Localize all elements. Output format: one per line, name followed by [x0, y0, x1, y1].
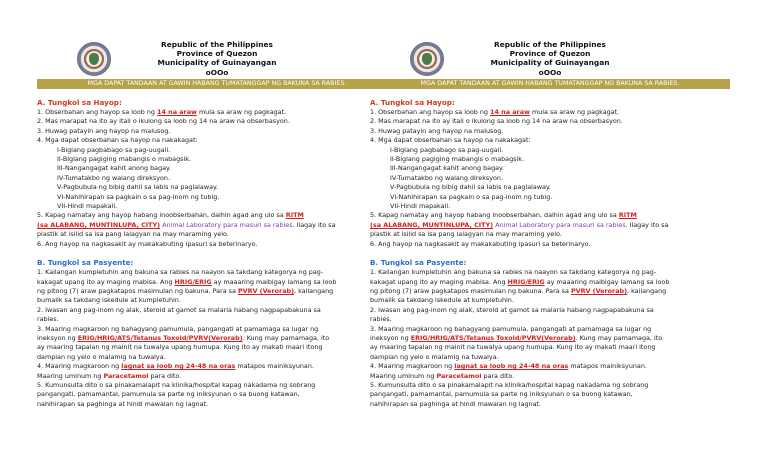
text-line: 2. Iwasan ang pag-inom ng alak, steroid at gamot sa malaria habang nagpapabakuna sa [37, 305, 321, 314]
text-line: 14 na araw [157, 108, 197, 116]
sign-item: IV-Tumatakbo ng walang direksyon. [57, 173, 171, 182]
list-item: 2. Mas marapat na ito ay itali o ikulong sa loob ng 14 na araw na obserbasyon. [370, 117, 623, 126]
text-line: nahihirapan sa paghinga at hindi mawalan ng lagnat. [370, 399, 542, 408]
sign-item: I-Biglang pagbabago sa pag-uugali. [390, 145, 504, 154]
text-line: 5. Kumunsulta dito o sa pinakamalapit na klinika/hospital kapag nakadama ng sobrang [37, 380, 316, 389]
ornament-line: oOOo [538, 67, 562, 77]
text-line: . Ilagay ito sa [292, 220, 336, 229]
sign-item: V-Pagbubula ng bibig dahil sa labis na paglalaway. [57, 183, 218, 192]
text-line: nahihirapan sa paghinga at hindi mawalan ng lagnat. [37, 399, 209, 408]
list-item [370, 108, 730, 117]
text-line: Maaring uminum ng [37, 371, 104, 380]
text-line: ineksyon ng [37, 333, 78, 342]
text-line: matapos mainiksyunan. [235, 362, 314, 371]
sign-item: II-Biglang pagiging mabangis o mabagsik. [390, 155, 524, 164]
text-line: . Kung may pamamaga, ito [242, 333, 330, 342]
text-line: ng pitong (7) araw pagkatapos masimulan ng bakuna. Para sa [37, 286, 238, 295]
text-line: 1. Kailangan kumpletuhin ang bakuna sa rabies na naayon sa takdang kategorya ng pag- [37, 268, 324, 277]
text-line [37, 278, 397, 287]
section-b-title: B. Tungkol sa Pasyente: [37, 258, 134, 268]
section-a-body [37, 108, 397, 249]
section-b-title: B. Tungkol sa Pasyente: [370, 258, 467, 268]
text-line: matapos mainiksyunan. [568, 362, 647, 371]
text-line: ay maaaring maibigay lamang sa loob [544, 277, 670, 286]
republic-line: Republic of the Philippines [494, 40, 606, 49]
text-line: ay maaring tapalan ng mainit na tuwalya upang humupa. Kung ito ay makati maari itong [37, 343, 323, 352]
text-line: lagnat sa loob ng 24-48 na oras [454, 362, 569, 371]
sign-item: VI-Nahihirapan sa pagkain o sa pag-inom ng tubig. [390, 192, 553, 201]
text-line: dampian ng yelo o malamig na tuwalya. [37, 352, 166, 361]
text-line: 4. Maaring magkaroon ng [370, 362, 455, 371]
municipal-seal-icon [77, 42, 111, 76]
text-line: (sa ALABANG, MUNTINLUPA, CITY) [370, 220, 494, 229]
text-line [37, 362, 397, 371]
text-line: Animal Laboratory para masuri sa rabies [160, 220, 293, 229]
text-line [370, 372, 730, 381]
text-line: rabies. [370, 315, 392, 324]
text-line: . Kung may pamamaga, ito [575, 333, 663, 342]
sign-item: III-Nangangagat kahit anong bagay. [390, 164, 504, 173]
list-item [370, 221, 730, 230]
letterhead-text [142, 40, 292, 77]
text-line: , kailangang [294, 286, 334, 295]
letterhead [37, 38, 397, 78]
text-line: 1. Kailangan kumpletuhin ang bakuna sa rabies na naayon sa takdang kategorya ng pag- [370, 268, 657, 277]
sign-item: II-Biglang pagiging mabangis o mabagsik. [57, 155, 191, 164]
text-line: 3. Maaring magkaroon ng bahagyang pamumula, pangangati at pamamaga sa lugar ng [370, 324, 652, 333]
text-line [37, 372, 397, 381]
text-line: Paracetamol [103, 371, 149, 380]
text-line [37, 334, 397, 343]
text-line [370, 287, 730, 296]
leaflet-right [370, 38, 730, 409]
republic-line: Republic of the Philippines [161, 40, 273, 49]
title-banner: MGA DAPAT TANDAAN AT GAWIN HABANG TUMATANGGAP NG BAKUNA SA RABIES. [370, 79, 730, 89]
text-line: PVRV (Verorab) [237, 286, 295, 295]
text-line: ng pitong (7) araw pagkatapos masimulan ng bakuna. Para sa [370, 286, 571, 295]
province-line: Province of Quezon [509, 49, 591, 59]
section-b-body [37, 268, 397, 409]
text-line: . Ilagay ito sa [625, 220, 669, 229]
text-line: ERIG/HRIG/ATS/Tetanus Toxoid/PVRV(Verorab) [410, 333, 576, 342]
text-line: RITM [285, 211, 304, 220]
text-line: bumalik sa takdang iskedule at kumpletuhin. [370, 296, 514, 305]
title-banner: MGA DAPAT TANDAAN AT GAWIN HABANG TUMATANGGAP NG BAKUNA SA RABIES. [37, 79, 397, 89]
leaflet-left [37, 38, 397, 409]
text-line: ERIG/HRIG/ATS/Tetanus Toxoid/PVRV(Verorab) [77, 333, 243, 342]
text-line: kakagat upang ito ay maging mabisa. Ang [37, 277, 175, 286]
text-line [37, 287, 397, 296]
letterhead [370, 38, 730, 78]
text-line: ay maaaring maibigay lamang sa loob [211, 277, 337, 286]
text-line: 14 na araw [490, 108, 530, 116]
text-line: lagnat sa loob ng 24-48 na oras [121, 362, 236, 371]
sign-item: VI-Nahihirapan sa pagkain o sa pag-inom ng tubig. [57, 192, 220, 201]
text-line: 3. Maaring magkaroon ng bahagyang pamumula, pangangati at pamamaga sa lugar ng [37, 324, 319, 333]
text-line: 1. Obserbahan ang hayop sa loob ng [370, 108, 491, 116]
list-item: 2. Mas marapat na ito ay itali o ikulong sa loob ng 14 na araw na obserbasyon. [37, 117, 290, 126]
text-line: mula sa araw ng pagkagat. [529, 108, 620, 116]
text-line: , kailangang [627, 286, 667, 295]
text-line: 5. Kapag namatay ang hayop habang inoobserbahan, dalhin agad ang ulo sa [37, 211, 286, 220]
sign-item: I-Biglang pagbabago sa pag-uugali. [57, 145, 171, 154]
ornament-line: oOOo [205, 67, 229, 77]
list-item: 4. Mga dapat obserbahan sa hayop na nakakagat: [37, 136, 198, 145]
text-line [370, 334, 730, 343]
text-line: pangangati, pamamantal, pamumula sa parte ng iniksyunan o sa buong katawan, [37, 390, 300, 399]
text-line: (sa ALABANG, MUNTINLUPA, CITY) [37, 220, 161, 229]
list-item: plastik at isilid sa isa pang lalagyan na may maraming yelo. [370, 230, 562, 239]
sign-item: V-Pagbubula ng bibig dahil sa labis na paglalaway. [390, 183, 551, 192]
sign-item: VII-Hindi mapakali. [57, 202, 118, 211]
municipality-line: Municipality of Guinayangan [490, 58, 610, 68]
municipal-seal-icon [410, 42, 444, 76]
section-a-title: A. Tungkol sa Hayop: [37, 98, 122, 107]
text-line: 2. Iwasan ang pag-inom ng alak, steroid at gamot sa malaria habang nagpapabakuna sa [370, 305, 654, 314]
text-line: mula sa araw ng pagkagat. [196, 108, 287, 116]
list-item: 3. Huwag patayin ang hayop na malusog. [370, 126, 504, 135]
text-line: 1. Obserbahan ang hayop sa loob ng [37, 108, 158, 116]
text-line: para dito. [481, 371, 515, 380]
text-line: 5. Kumunsulta dito o sa pinakamalapit na klinika/hospital kapag nakadama ng sobrang [370, 380, 649, 389]
text-line: Paracetamol [436, 371, 482, 380]
list-item [37, 108, 397, 117]
section-a-title: A. Tungkol sa Hayop: [370, 98, 455, 107]
section-a-body [370, 108, 730, 249]
municipality-line: Municipality of Guinayangan [157, 58, 277, 68]
text-line: PVRV (Verorab) [570, 286, 628, 295]
text-line: bumalik sa takdang iskedule at kumpletuhin. [37, 296, 181, 305]
list-item: 6. Ang hayop na nagkasakit ay makakabuting ipasuri sa beterinaryo. [37, 239, 258, 248]
text-line: dampian ng yelo o malamig na tuwalya. [370, 352, 499, 361]
text-line: 4. Maaring magkaroon ng [37, 362, 122, 371]
text-line: 5. Kapag namatay ang hayop habang inoobserbahan, dalhin agad ang ulo sa [370, 211, 619, 220]
text-line: HRIG/ERIG [507, 277, 545, 286]
list-item [370, 211, 730, 220]
list-item: 6. Ang hayop na nagkasakit ay makakabuting ipasuri sa beterinaryo. [370, 239, 591, 248]
sign-item: III-Nangangagat kahit anong bagay. [57, 164, 171, 173]
sign-item: VII-Hindi mapakali. [390, 202, 451, 211]
list-item: plastik at isilid sa isa pang lalagyan na may maraming yelo. [37, 230, 229, 239]
text-line: ineksyon ng [370, 333, 411, 342]
list-item: 3. Huwag patayin ang hayop na malusog. [37, 126, 171, 135]
list-item [37, 211, 397, 220]
list-item [37, 221, 397, 230]
province-line: Province of Quezon [176, 49, 258, 59]
text-line: RITM [618, 211, 637, 220]
text-line: Maaring uminum ng [370, 371, 437, 380]
section-b-body [370, 268, 730, 409]
text-line [370, 362, 730, 371]
text-line [370, 278, 730, 287]
text-line: pangangati, pamamantal, pamumula sa parte ng iniksyunan o sa buong katawan, [370, 390, 633, 399]
text-line: rabies. [37, 315, 59, 324]
text-line: ay maaring tapalan ng mainit na tuwalya upang humupa. Kung ito ay makati maari itong [370, 343, 656, 352]
sign-item: IV-Tumatakbo ng walang direksyon. [390, 173, 504, 182]
text-line: kakagat upang ito ay maging mabisa. Ang [370, 277, 508, 286]
letterhead-text [475, 40, 625, 77]
text-line: HRIG/ERIG [174, 277, 212, 286]
text-line: para dito. [148, 371, 182, 380]
list-item: 4. Mga dapat obserbahan sa hayop na nakakagat: [370, 136, 531, 145]
text-line: Animal Laboratory para masuri sa rabies [493, 220, 626, 229]
